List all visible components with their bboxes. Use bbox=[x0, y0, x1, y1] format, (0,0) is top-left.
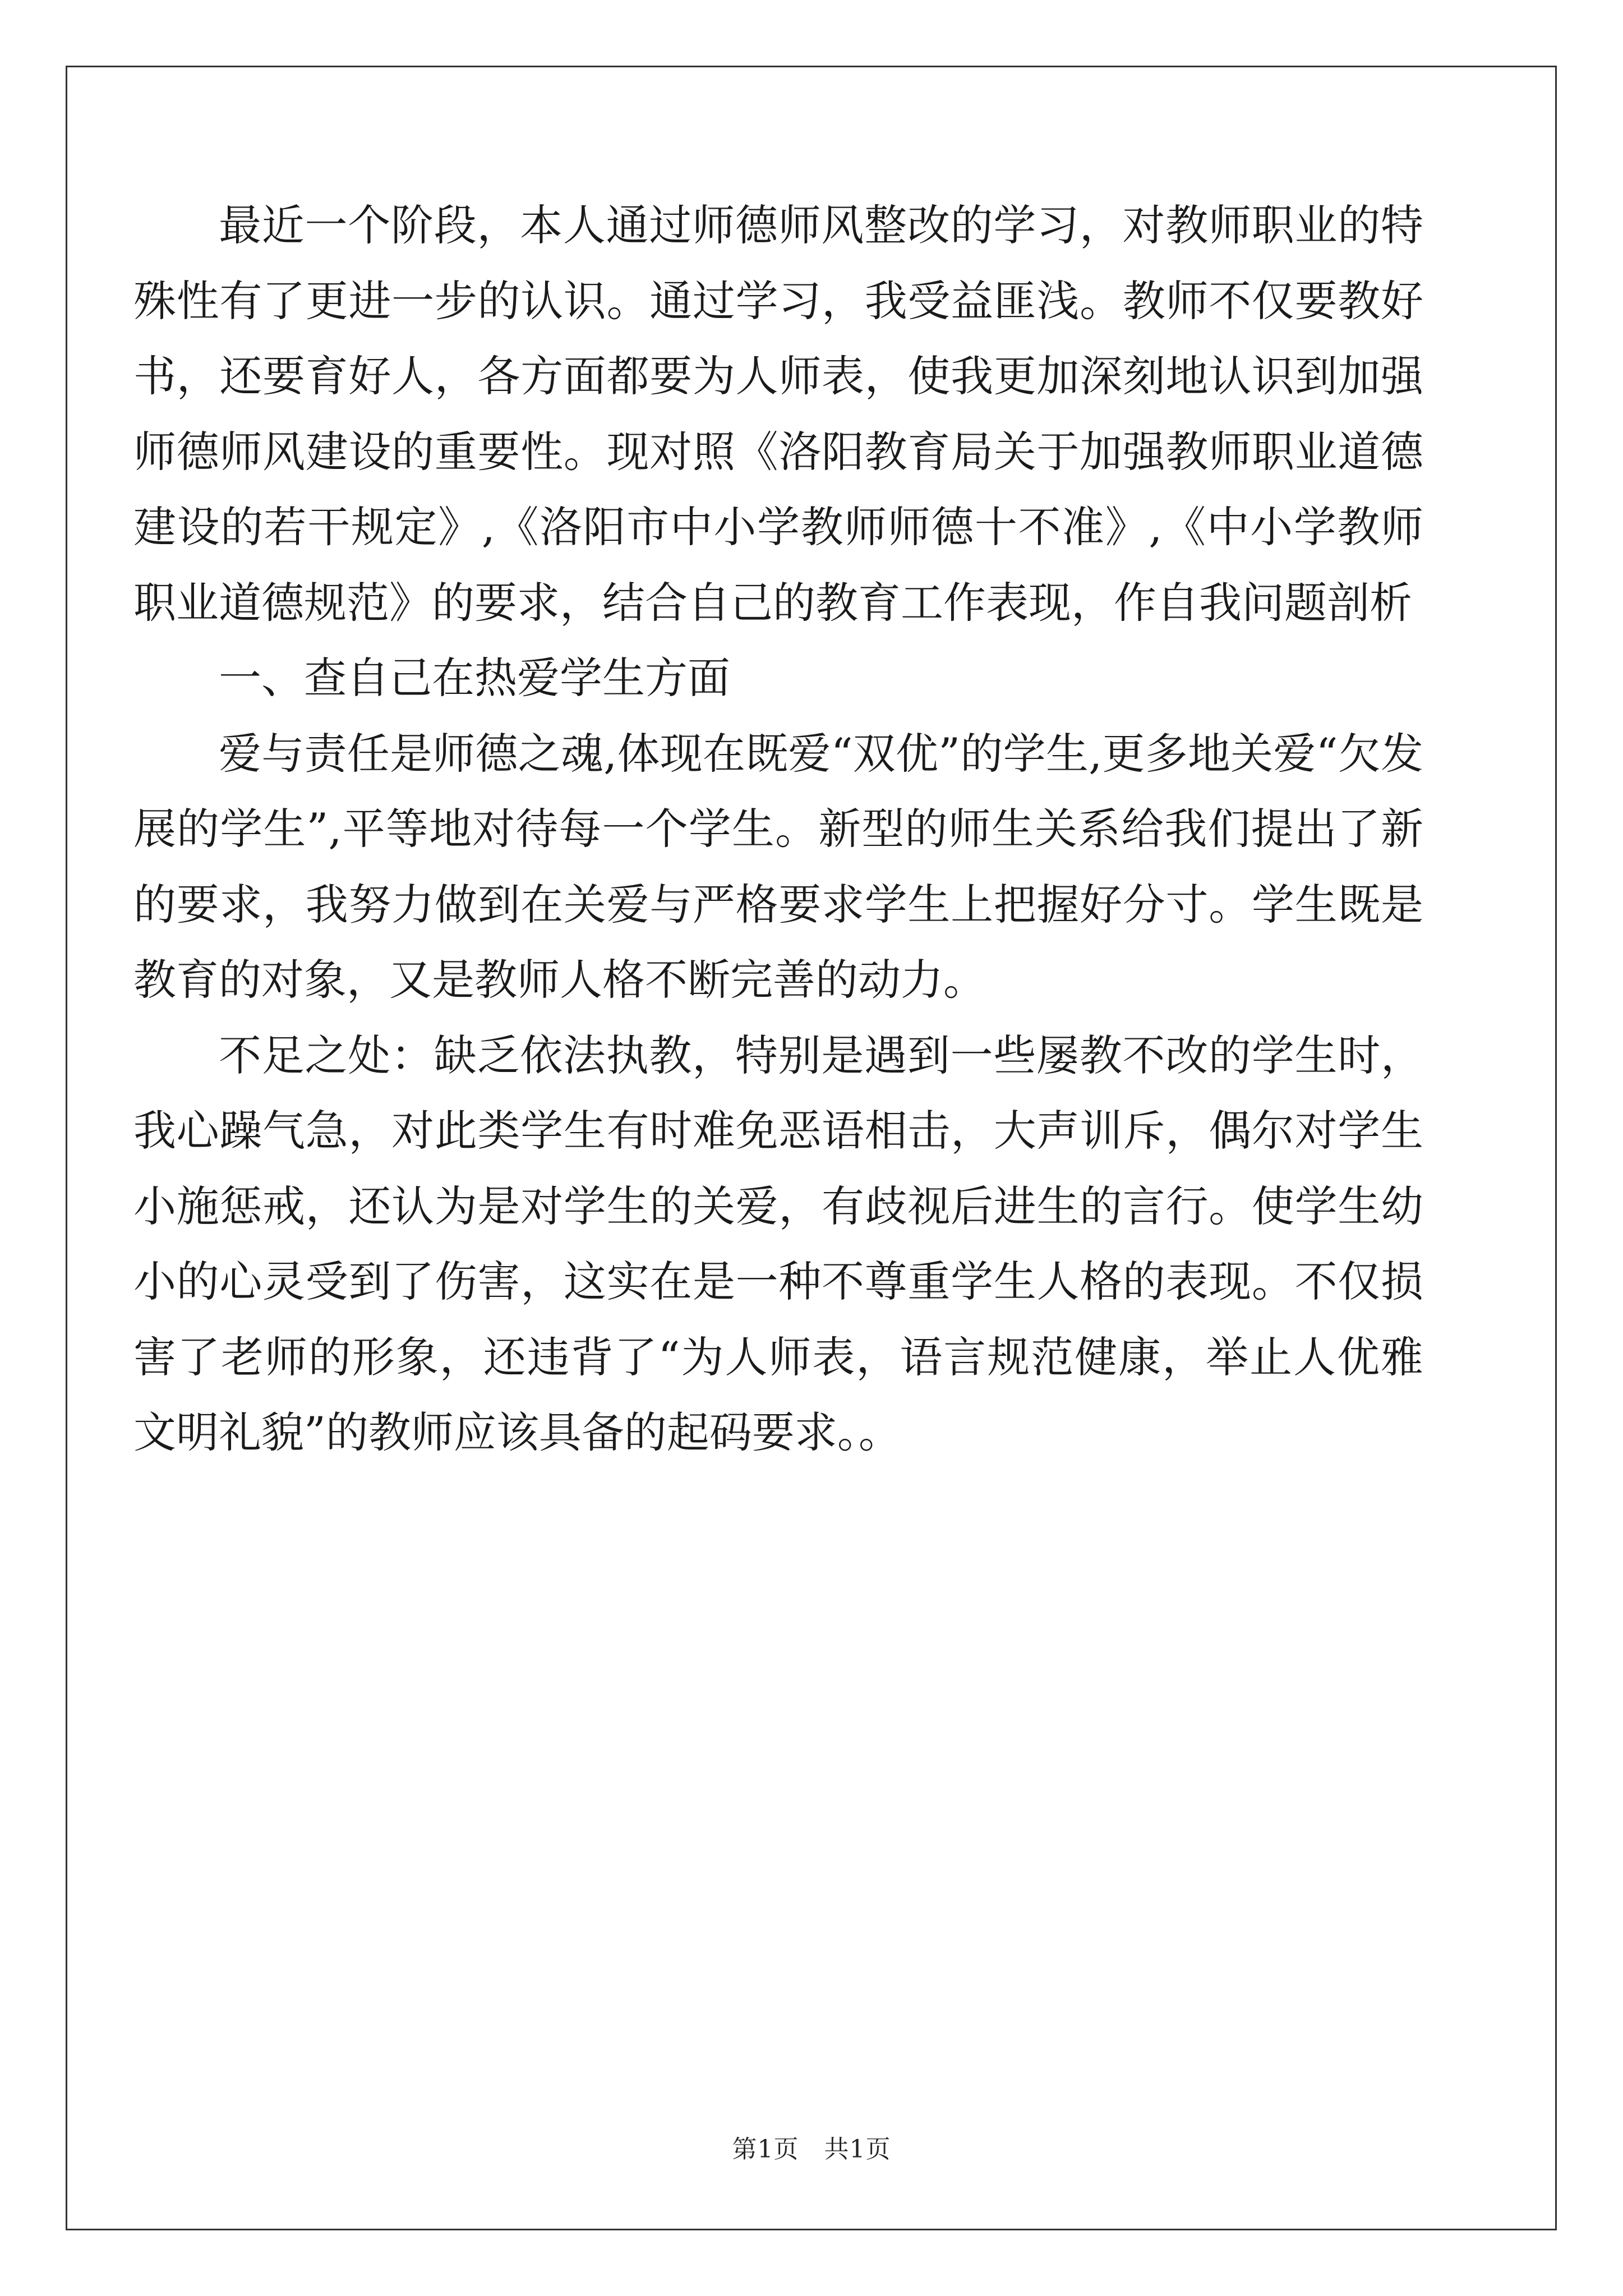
paragraph-shortcomings: 不足之处：缺乏依法执教，特别是遇到一些屡教不改的学生时，我心躁气急，对此类学生有时难免恶语相击，大声训斥，偶尔对学生小施惩戒，还认为是对学生的关爱，有歧视后进生的言行。使学生幼小的心灵受到了伤害，这实在是一种不尊重学生人格的表现。不仅损害了老师的形象，还违背了“为人师表，语言规范健康，举止人优雅文明礼貌”的教师应该具备的起码要求。。 bbox=[133, 1030, 1423, 1457]
paragraph-intro: 最近一个阶段，本人通过师德师风整改的学习，对教师职业的特殊性有了更进一步的认识。通过学习，我受益匪浅。教师不仅要教好书，还要育好人，各方面都要为人师表，使我更加深刻地认识到加强师德师风建设的重要性。现对照《洛阳教育局关于加强教师职业道德建设的若干规定》,《洛阳市中小学教师师德十不准》,《中小学教师职业道德规范》的要求，结合自己的教育工作表现，作自我问题剖析 bbox=[133, 200, 1423, 628]
document-body bbox=[133, 188, 1423, 1471]
page-number-footer: 第1页 共1页 bbox=[732, 2135, 891, 2164]
paragraph-love-responsibility: 爱与责任是师德之魂,体现在既爱“双优”的学生,更多地关爱“欠发展的学生”,平等地对待每一个学生。新型的师生关系给我们提出了新的要求，我努力做到在关爱与严格要求学生上把握好分寸。学生既是教育的对象，又是教师人格不断完善的动力。 bbox=[133, 728, 1423, 1005]
section-heading-1: 一、查自己在热爱学生方面 bbox=[219, 653, 730, 703]
